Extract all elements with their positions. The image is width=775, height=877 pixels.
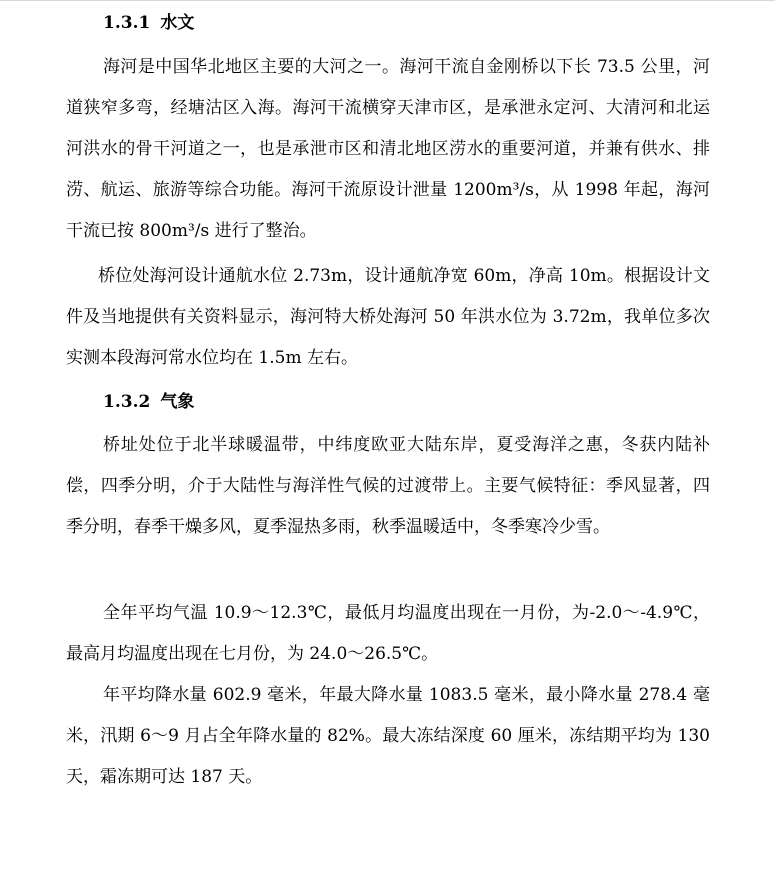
heading-climate — [66, 389, 194, 415]
heading-hydrology-title: 水文 — [160, 13, 195, 33]
paragraph-climate-2: 全年平均气温 10.9～12.3℃，最低月均温度出现在一月份，为-2.0～-4.9℃，最高月均温度出现在七月份，为 24.0～26.5℃。 — [66, 603, 710, 664]
paragraph-hydrology-1: 海河是中国华北地区主要的大河之一。海河干流自金刚桥以下长 73.5 公里，河道狭窄多弯，经塘沽区入海。海河干流横穿天津市区，是承泄永定河、大清河和北运河洪水的骨干河道之一，也是承泄市区和清北地区涝水的重要河道，并兼有供水、排涝、航运、旅游等综合功能。海河干流原设计泄量 1200m³/s，从 1998 年起，海河干流已按 800m³/s 进行了整治。 — [66, 57, 710, 241]
paragraph-hydrology-2: 桥位处海河设计通航水位 2.73m，设计通航净宽 60m，净高 10m。根据设计文件及当地提供有关资料显示，海河特大桥处海河 50 年洪水位为 3.72m，我单位多次实测本段海河常水位均在 1.5m 左右。 — [66, 266, 710, 368]
heading-climate-title: 气象 — [160, 392, 195, 412]
heading-hydrology — [66, 10, 194, 36]
paragraph-climate-1: 桥址处位于北半球暖温带，中纬度欧亚大陆东岸，夏受海洋之惠，冬获内陆补偿，四季分明，介于大陆性与海洋性气候的过渡带上。主要气候特征：季风显著，四季分明，春季干燥多风，夏季湿热多雨，秋季温暖适中，冬季寒冷少雪。 — [66, 435, 710, 537]
heading-hydrology-number: 1.3.1 — [103, 13, 151, 33]
paragraph-climate-3: 年平均降水量 602.9 毫米，年最大降水量 1083.5 毫米，最小降水量 278.4 毫米，汛期 6～9 月占全年降水量的 82%。最大冻结深度 60 厘米，冻结期平均为 130 天，霜冻期可达 187 天。 — [66, 685, 710, 787]
heading-climate-number: 1.3.2 — [103, 392, 151, 412]
page-top-border — [0, 0, 775, 5]
